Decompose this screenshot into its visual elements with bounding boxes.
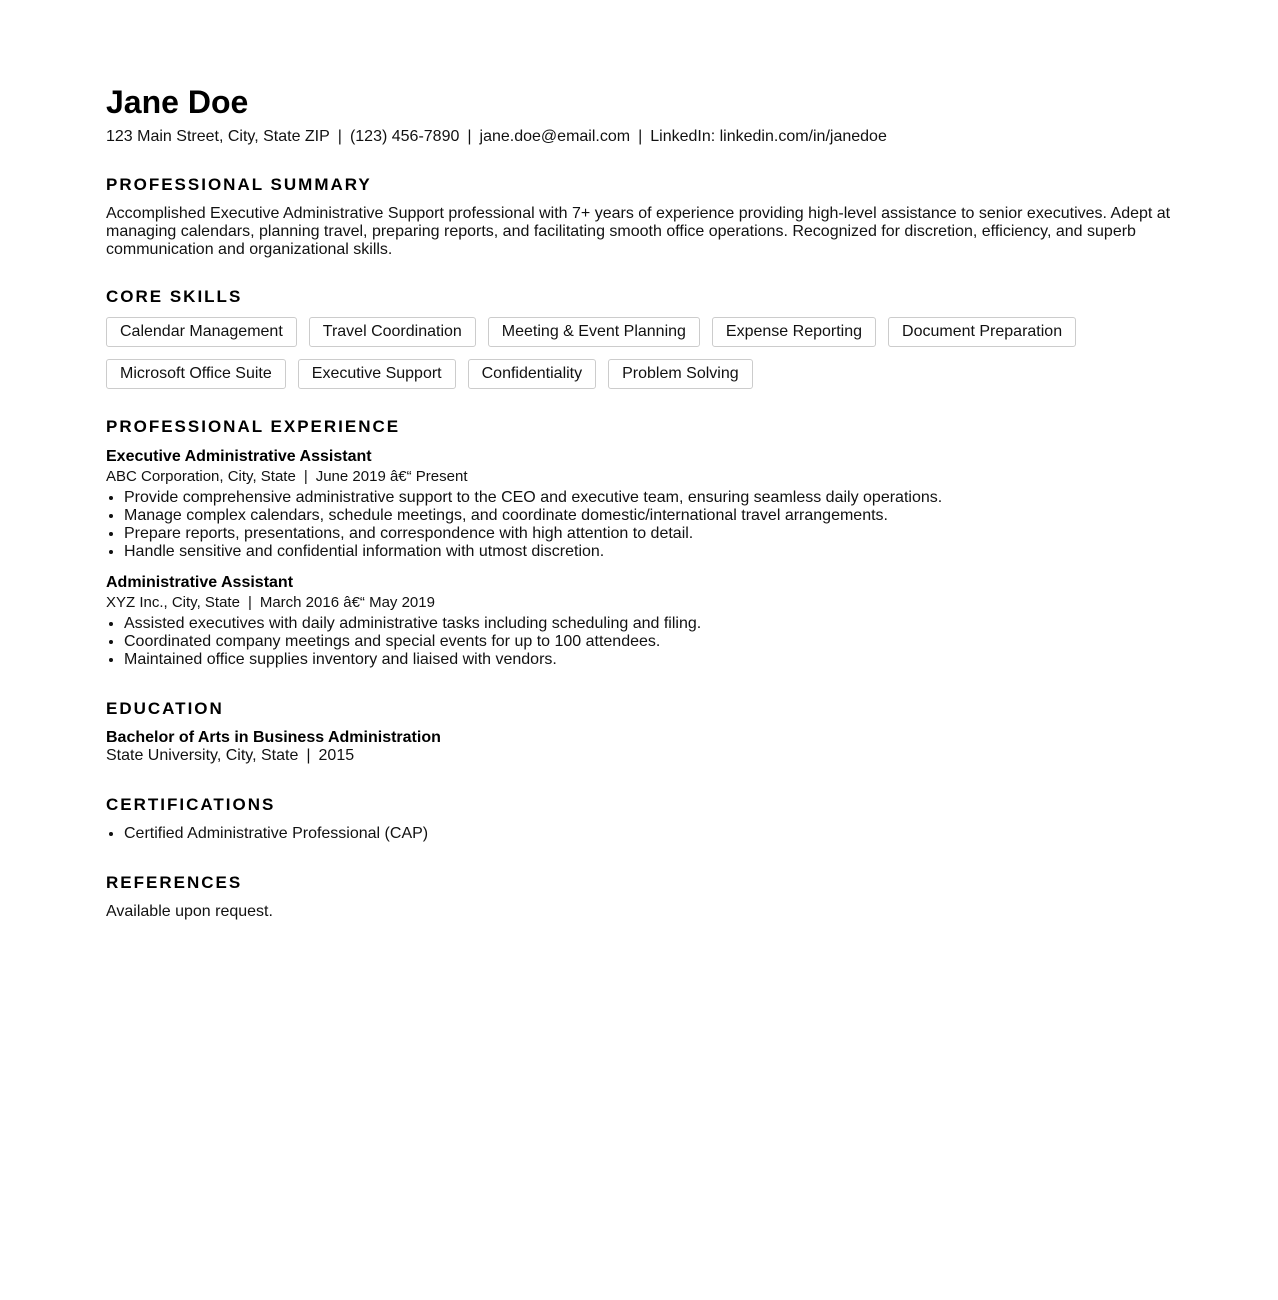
candidate-name: Jane Doe (106, 84, 249, 120)
bullet: • Assisted executives with daily administrative tasks including scheduling and filing. (124, 615, 1181, 633)
skill-chip: Executive Support (298, 359, 456, 389)
skills-list (106, 317, 1106, 389)
skill-chip: Problem Solving (608, 359, 753, 389)
job-title: Administrative Assistant (106, 574, 294, 591)
dates: March 2016 â€“ May 2019 (259, 594, 435, 611)
phone: (123) 456-7890 (349, 128, 460, 145)
summary-text: Accomplished Executive Administrative Support professional with 7+ years of experience providing high-level assistance to senior executives. Adept at managing calendars, planning travel, preparing reports, and facilitating smooth office operations. Recognized for discretion, efficiency, and superb communication and organizational skills. (106, 205, 1171, 258)
address: 123 Main Street, City, State ZIP (106, 128, 330, 145)
job-meta (106, 593, 1181, 613)
degree: Bachelor of Arts in Business Administration (106, 729, 441, 746)
linkedin: LinkedIn: linkedin.com/in/janedoe (650, 128, 887, 145)
bullet: • Prepare reports, presentations, and correspondence with high attention to detail. (124, 525, 1181, 543)
skill-chip: Expense Reporting (712, 317, 876, 347)
contact-line (106, 127, 1181, 147)
certifications-heading: CERTIFICATIONS (106, 795, 276, 814)
separator: | (306, 747, 311, 764)
job-meta (106, 467, 1181, 487)
bullet: • Maintained office supplies inventory and liaised with vendors. (124, 651, 1181, 669)
summary-heading: PROFESSIONAL SUMMARY (106, 175, 372, 194)
bullet: • Coordinated company meetings and special events for up to 100 attendees. (124, 633, 1181, 651)
separator: | (303, 468, 308, 485)
references-text: Available upon request. (106, 903, 273, 920)
references-heading: REFERENCES (106, 873, 243, 892)
experience-heading: PROFESSIONAL EXPERIENCE (106, 417, 401, 436)
skill-chip: Microsoft Office Suite (106, 359, 286, 389)
job-entry (106, 573, 1181, 669)
skill-chip: Confidentiality (468, 359, 597, 389)
separator: | (638, 128, 643, 145)
job-entry (106, 447, 1181, 561)
email: jane.doe@email.com (479, 128, 631, 145)
company: ABC Corporation, City, State (106, 468, 296, 485)
job-bullets (106, 615, 1181, 669)
certification: • Certified Administrative Professional (CAP) (124, 825, 1181, 843)
education-meta (106, 747, 1181, 765)
bullet: • Handle sensitive and confidential information with utmost discretion. (124, 543, 1181, 561)
skill-chip: Travel Coordination (309, 317, 476, 347)
job-title: Executive Administrative Assistant (106, 448, 372, 465)
bullet: • Manage complex calendars, schedule meetings, and coordinate domestic/international travel arrangements. (124, 507, 1181, 525)
separator: | (467, 128, 472, 145)
grad-year: 2015 (318, 747, 355, 764)
skill-chip: Document Preparation (888, 317, 1076, 347)
bullet: • Provide comprehensive administrative support to the CEO and executive team, ensuring seamless daily operations. (124, 489, 1181, 507)
skills-heading: CORE SKILLS (106, 287, 243, 306)
certifications-list (106, 825, 1181, 843)
education-heading: EDUCATION (106, 699, 224, 718)
separator: | (247, 594, 252, 611)
separator: | (337, 128, 342, 145)
skill-chip: Calendar Management (106, 317, 297, 347)
job-bullets (106, 489, 1181, 561)
school: State University, City, State (106, 747, 299, 764)
skill-chip: Meeting & Event Planning (488, 317, 700, 347)
company: XYZ Inc., City, State (106, 594, 240, 611)
dates: June 2019 â€“ Present (315, 468, 468, 485)
